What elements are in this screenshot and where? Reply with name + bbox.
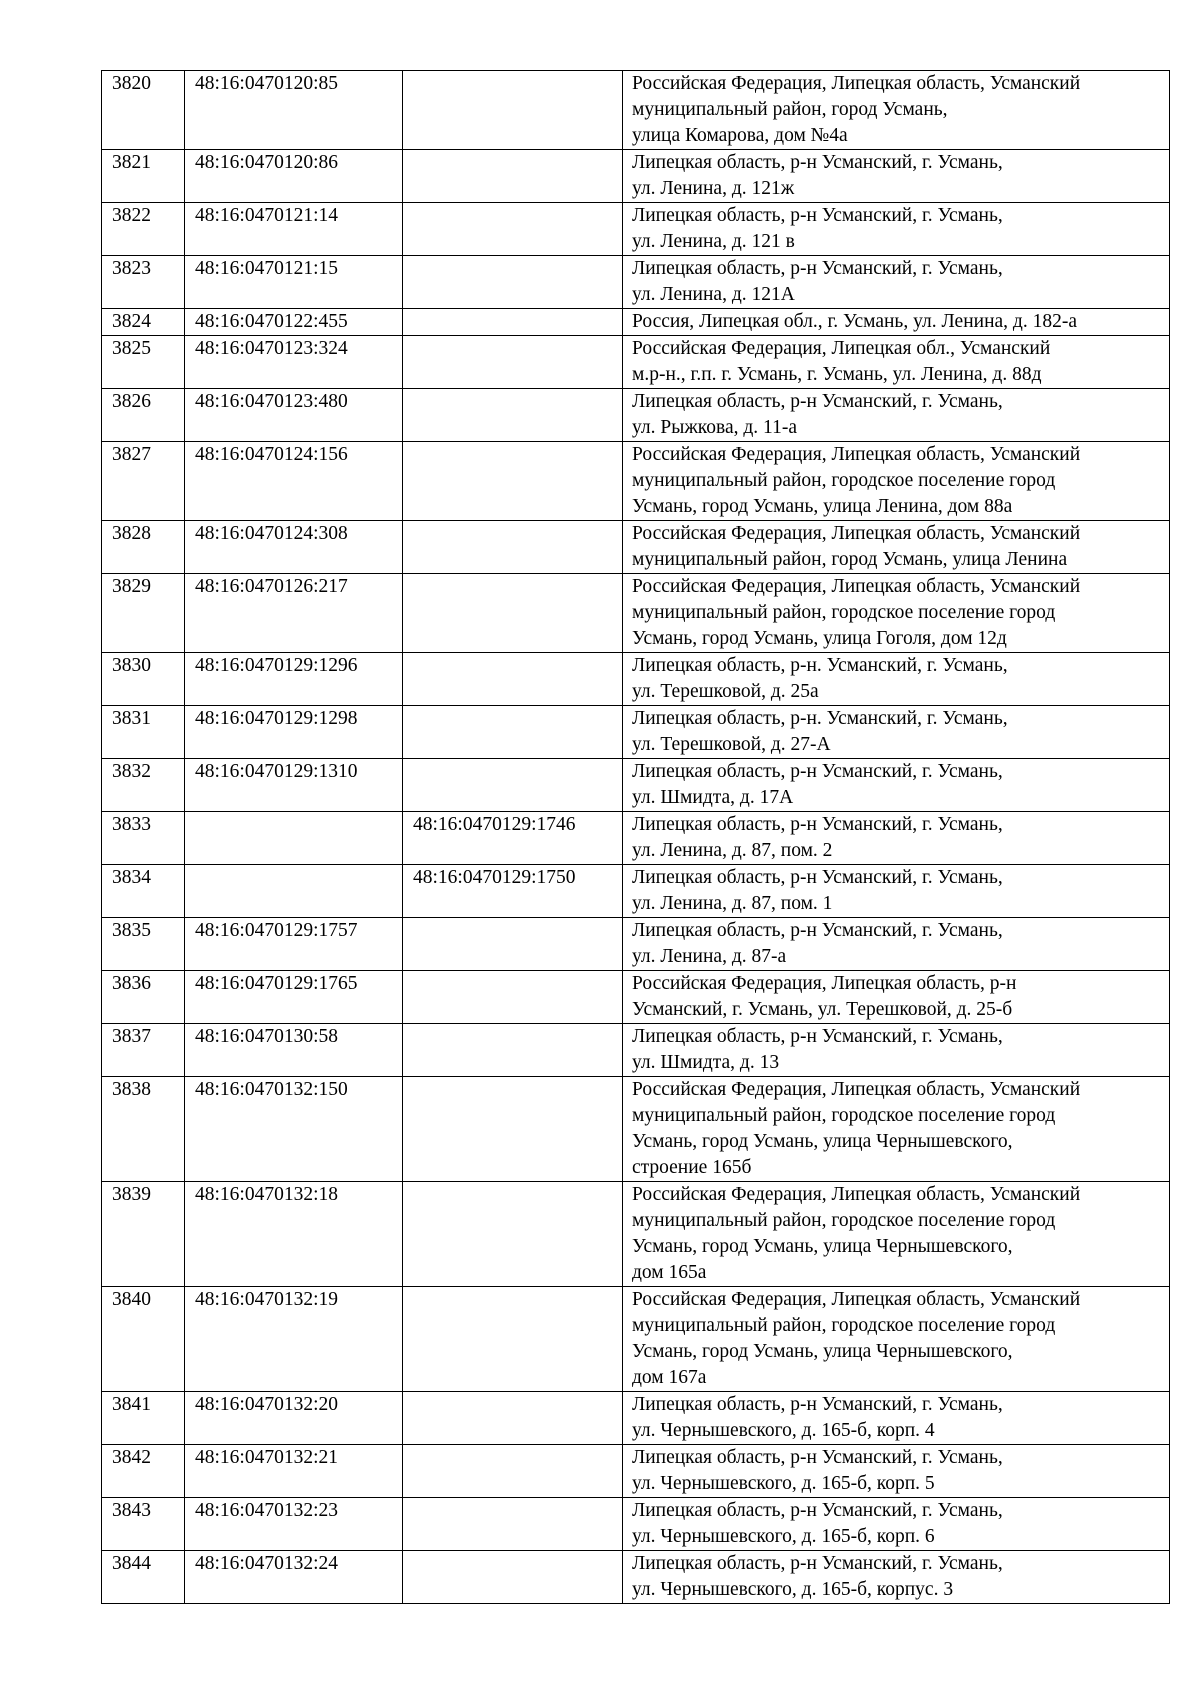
row-number: 3830 (102, 653, 185, 706)
address-line: муниципальный район, городское поселение город (632, 1210, 1056, 1231)
address-line: Липецкая область, р-н Усманский, г. Усмань, (632, 920, 1003, 941)
table-row (102, 256, 1170, 309)
table-row (102, 574, 1170, 653)
cadastral-number-premises (403, 309, 623, 336)
address-cell (623, 203, 1170, 256)
address-line: ул. Ленина, д. 87, пом. 2 (632, 840, 833, 861)
address-cell (623, 1551, 1170, 1604)
row-number: 3824 (102, 309, 185, 336)
cadastral-number: 48:16:0470126:217 (185, 574, 403, 653)
address-line: ул. Терешковой, д. 25а (632, 681, 819, 702)
address-cell (623, 1445, 1170, 1498)
cadastral-number-premises (403, 1498, 623, 1551)
address-line: Российская Федерация, Липецкая область, Усманский (632, 1184, 1081, 1205)
address-line: Усмань, город Усмань, улица Ленина, дом 88а (632, 496, 1013, 517)
table-row (102, 1392, 1170, 1445)
row-number: 3821 (102, 150, 185, 203)
table-row (102, 336, 1170, 389)
address-line: Липецкая область, р-н Усманский, г. Усмань, (632, 814, 1003, 835)
address-line: ул. Ленина, д. 121ж (632, 178, 795, 199)
cadastral-number: 48:16:0470129:1298 (185, 706, 403, 759)
address-cell (623, 336, 1170, 389)
row-number: 3822 (102, 203, 185, 256)
row-number: 3839 (102, 1182, 185, 1287)
table-row (102, 521, 1170, 574)
row-number: 3832 (102, 759, 185, 812)
table-row (102, 865, 1170, 918)
address-cell (623, 706, 1170, 759)
row-number: 3844 (102, 1551, 185, 1604)
address-line: Усмань, город Усмань, улица Чернышевского, (632, 1131, 1013, 1152)
address-line: муниципальный район, город Усмань, (632, 99, 948, 120)
table-row (102, 971, 1170, 1024)
table-row (102, 203, 1170, 256)
address-cell (623, 309, 1170, 336)
cadastral-number-premises (403, 256, 623, 309)
cadastral-number-premises (403, 442, 623, 521)
cadastral-number: 48:16:0470122:455 (185, 309, 403, 336)
address-line: муниципальный район, город Усмань, улица Ленина (632, 549, 1068, 570)
address-line: Усманский, г. Усмань, ул. Терешковой, д. 25-б (632, 999, 1013, 1020)
address-line: Липецкая область, р-н Усманский, г. Усмань, (632, 1553, 1003, 1574)
address-cell (623, 574, 1170, 653)
cadastral-number: 48:16:0470124:156 (185, 442, 403, 521)
table-row (102, 706, 1170, 759)
address-cell (623, 442, 1170, 521)
cadastral-number: 48:16:0470121:15 (185, 256, 403, 309)
row-number: 3838 (102, 1077, 185, 1182)
table-row (102, 1182, 1170, 1287)
address-cell (623, 812, 1170, 865)
cadastral-number-premises (403, 203, 623, 256)
table-row (102, 759, 1170, 812)
cadastral-number-premises (403, 971, 623, 1024)
address-line: ул. Ленина, д. 87, пом. 1 (632, 893, 833, 914)
table-row (102, 1445, 1170, 1498)
row-number: 3831 (102, 706, 185, 759)
cadastral-number: 48:16:0470132:21 (185, 1445, 403, 1498)
table-row (102, 1077, 1170, 1182)
address-line: Липецкая область, р-н Усманский, г. Усмань, (632, 761, 1003, 782)
table-row (102, 442, 1170, 521)
address-line: Липецкая область, р-н Усманский, г. Усмань, (632, 1500, 1003, 1521)
cadastral-number-premises (403, 574, 623, 653)
address-line: м.р-н., г.п. г. Усмань, г. Усмань, ул. Ленина, д. 88д (632, 364, 1042, 385)
row-number: 3820 (102, 71, 185, 150)
address-line: ул. Ленина, д. 121 в (632, 231, 795, 252)
address-cell (623, 653, 1170, 706)
cadastral-number: 48:16:0470129:1765 (185, 971, 403, 1024)
table-row (102, 1498, 1170, 1551)
table-row (102, 918, 1170, 971)
row-number: 3842 (102, 1445, 185, 1498)
address-cell (623, 759, 1170, 812)
cadastral-number-premises (403, 150, 623, 203)
address-line: Российская Федерация, Липецкая обл., Усманский (632, 338, 1051, 359)
cadastral-number: 48:16:0470123:324 (185, 336, 403, 389)
cadastral-number-premises (403, 759, 623, 812)
address-line: Российская Федерация, Липецкая область, р-н (632, 973, 1017, 994)
address-line: Российская Федерация, Липецкая область, Усманский (632, 523, 1081, 544)
address-line: Российская Федерация, Липецкая область, Усманский (632, 1079, 1081, 1100)
cadastral-number-premises: 48:16:0470129:1750 (403, 865, 623, 918)
cadastral-number: 48:16:0470132:150 (185, 1077, 403, 1182)
address-line: Липецкая область, р-н Усманский, г. Усмань, (632, 1447, 1003, 1468)
address-line: Россия, Липецкая обл., г. Усмань, ул. Ленина, д. 182-а (632, 311, 1077, 332)
cadastral-number-premises (403, 1077, 623, 1182)
address-line: улица Комарова, дом №4а (632, 125, 848, 146)
cadastral-number-premises (403, 1287, 623, 1392)
address-line: Липецкая область, р-н. Усманский, г. Усмань, (632, 708, 1008, 729)
row-number: 3833 (102, 812, 185, 865)
address-cell (623, 1077, 1170, 1182)
address-line: Липецкая область, р-н Усманский, г. Усмань, (632, 391, 1003, 412)
cadastral-number-premises (403, 1392, 623, 1445)
cadastral-number: 48:16:0470132:23 (185, 1498, 403, 1551)
cadastral-number: 48:16:0470130:58 (185, 1024, 403, 1077)
table-row (102, 150, 1170, 203)
registry-table (101, 70, 1170, 1604)
address-cell (623, 256, 1170, 309)
address-line: Российская Федерация, Липецкая область, Усманский (632, 576, 1081, 597)
cadastral-number: 48:16:0470132:18 (185, 1182, 403, 1287)
address-line: ул. Шмидта, д. 17А (632, 787, 794, 808)
address-cell (623, 971, 1170, 1024)
cadastral-number (185, 812, 403, 865)
cadastral-number-premises (403, 1445, 623, 1498)
row-number: 3828 (102, 521, 185, 574)
cadastral-number: 48:16:0470129:1296 (185, 653, 403, 706)
cadastral-number-premises (403, 389, 623, 442)
row-number: 3835 (102, 918, 185, 971)
address-cell (623, 1182, 1170, 1287)
address-line: Усмань, город Усмань, улица Чернышевского, (632, 1236, 1013, 1257)
cadastral-number: 48:16:0470132:19 (185, 1287, 403, 1392)
address-line: ул. Терешковой, д. 27-А (632, 734, 831, 755)
cadastral-number: 48:16:0470120:85 (185, 71, 403, 150)
address-line: ул. Ленина, д. 87-а (632, 946, 787, 967)
address-line: Российская Федерация, Липецкая область, Усманский (632, 73, 1081, 94)
row-number: 3840 (102, 1287, 185, 1392)
address-cell (623, 918, 1170, 971)
cadastral-number: 48:16:0470120:86 (185, 150, 403, 203)
cadastral-number: 48:16:0470123:480 (185, 389, 403, 442)
address-line: ул. Чернышевского, д. 165-б, корп. 5 (632, 1473, 935, 1494)
address-line: ул. Чернышевского, д. 165-б, корп. 6 (632, 1526, 935, 1547)
cadastral-number: 48:16:0470129:1757 (185, 918, 403, 971)
cadastral-number-premises: 48:16:0470129:1746 (403, 812, 623, 865)
address-line: дом 165а (632, 1262, 707, 1283)
cadastral-number-premises (403, 71, 623, 150)
address-line: ул. Чернышевского, д. 165-б, корпус. 3 (632, 1579, 954, 1600)
address-line: Усмань, город Усмань, улица Чернышевского, (632, 1341, 1013, 1362)
address-line: ул. Рыжкова, д. 11-а (632, 417, 797, 438)
table-row (102, 1024, 1170, 1077)
address-line: Липецкая область, р-н Усманский, г. Усмань, (632, 1026, 1003, 1047)
cadastral-number-premises (403, 1024, 623, 1077)
cadastral-number: 48:16:0470129:1310 (185, 759, 403, 812)
address-line: муниципальный район, городское поселение город (632, 470, 1056, 491)
row-number: 3825 (102, 336, 185, 389)
row-number: 3843 (102, 1498, 185, 1551)
cadastral-number-premises (403, 706, 623, 759)
row-number: 3836 (102, 971, 185, 1024)
table-row (102, 653, 1170, 706)
row-number: 3827 (102, 442, 185, 521)
table-row (102, 389, 1170, 442)
address-cell (623, 1024, 1170, 1077)
cadastral-number-premises (403, 336, 623, 389)
cadastral-number-premises (403, 1551, 623, 1604)
row-number: 3826 (102, 389, 185, 442)
address-line: Липецкая область, р-н Усманский, г. Усмань, (632, 258, 1003, 279)
address-line: Липецкая область, р-н Усманский, г. Усмань, (632, 152, 1003, 173)
table-row (102, 1551, 1170, 1604)
table-row (102, 1287, 1170, 1392)
cadastral-number: 48:16:0470132:24 (185, 1551, 403, 1604)
row-number: 3823 (102, 256, 185, 309)
address-line: ул. Шмидта, д. 13 (632, 1052, 780, 1073)
address-line: ул. Чернышевского, д. 165-б, корп. 4 (632, 1420, 935, 1441)
cadastral-number: 48:16:0470132:20 (185, 1392, 403, 1445)
address-cell (623, 1498, 1170, 1551)
cadastral-number-premises (403, 1182, 623, 1287)
address-line: дом 167а (632, 1367, 707, 1388)
address-line: муниципальный район, городское поселение город (632, 1105, 1056, 1126)
address-line: Липецкая область, р-н Усманский, г. Усмань, (632, 1394, 1003, 1415)
address-line: Российская Федерация, Липецкая область, Усманский (632, 1289, 1081, 1310)
address-line: муниципальный район, городское поселение город (632, 1315, 1056, 1336)
row-number: 3834 (102, 865, 185, 918)
address-cell (623, 521, 1170, 574)
row-number: 3841 (102, 1392, 185, 1445)
table-row (102, 309, 1170, 336)
address-cell (623, 71, 1170, 150)
address-cell (623, 150, 1170, 203)
registry-table-body (102, 71, 1170, 1604)
row-number: 3837 (102, 1024, 185, 1077)
address-line: ул. Ленина, д. 121А (632, 284, 795, 305)
cadastral-number (185, 865, 403, 918)
cadastral-number: 48:16:0470124:308 (185, 521, 403, 574)
table-row (102, 71, 1170, 150)
address-line: Липецкая область, р-н Усманский, г. Усмань, (632, 867, 1003, 888)
table-row (102, 812, 1170, 865)
address-cell (623, 389, 1170, 442)
cadastral-number-premises (403, 918, 623, 971)
cadastral-number-premises (403, 653, 623, 706)
row-number: 3829 (102, 574, 185, 653)
address-cell (623, 1392, 1170, 1445)
address-line: строение 165б (632, 1157, 752, 1178)
address-cell (623, 865, 1170, 918)
address-line: Липецкая область, р-н. Усманский, г. Усмань, (632, 655, 1008, 676)
address-line: Усмань, город Усмань, улица Гоголя, дом 12д (632, 628, 1007, 649)
address-line: муниципальный район, городское поселение город (632, 602, 1056, 623)
address-line: Российская Федерация, Липецкая область, Усманский (632, 444, 1081, 465)
address-line: Липецкая область, р-н Усманский, г. Усмань, (632, 205, 1003, 226)
cadastral-number-premises (403, 521, 623, 574)
cadastral-number: 48:16:0470121:14 (185, 203, 403, 256)
address-cell (623, 1287, 1170, 1392)
